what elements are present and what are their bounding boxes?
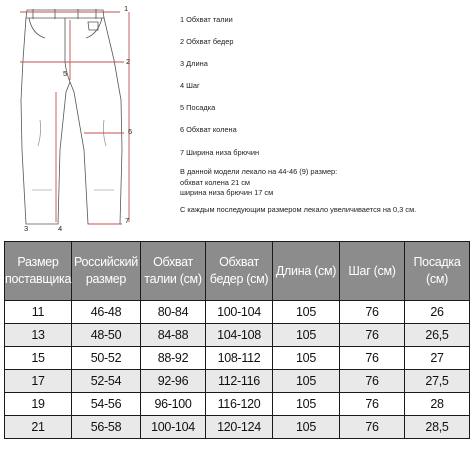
table-cell: 27,5 [405,370,470,393]
legend-item-hip: 2 Обхват бедер [180,37,234,47]
legend-item-length: 3 Длина [180,59,208,69]
marker-waist-label: 1 [124,4,129,13]
table-row [5,301,470,324]
table-cell: 26 [405,301,470,324]
table-cell: 105 [273,324,340,347]
header-hip [206,242,273,301]
header-length [273,242,340,301]
marker-length-label: 3 [24,224,29,233]
header-text: Размер [17,255,59,269]
header-text: поставщика [5,272,72,286]
table-cell: 46-48 [72,301,141,324]
model-notes [180,167,472,215]
table-cell: 26,5 [405,324,470,347]
table-cell: 112-116 [206,370,273,393]
legend-item-inseam: 4 Шаг [180,81,200,91]
jeans-diagram [0,0,160,238]
header-waist [141,242,206,301]
table-cell: 96-100 [141,393,206,416]
table-cell: 76 [340,324,405,347]
table-cell: 120-124 [206,416,273,439]
table-cell: 105 [273,370,340,393]
table-cell: 28,5 [405,416,470,439]
header-text: Обхват [153,255,193,269]
table-row [5,324,470,347]
header-supplier-size [5,242,72,301]
note-size-increment: С каждым последующим размером лекало увеличивается на 0,3 см. [180,204,417,214]
table-cell: 76 [340,416,405,439]
table-cell: 116-120 [206,393,273,416]
table-cell: 76 [340,370,405,393]
table-cell: 27 [405,347,470,370]
header-text: Шаг (см) [348,263,396,278]
marker-inseam-label: 4 [58,224,63,233]
header-text: талии (см) [144,272,202,286]
table-row [5,347,470,370]
table-cell: 105 [273,393,340,416]
jeans-outline [21,9,122,224]
note-knee: обхват колена 21 см [180,177,251,187]
table-cell: 50-52 [72,347,141,370]
table-row [5,393,470,416]
table-cell: 100-104 [141,416,206,439]
table-cell: 13 [5,324,72,347]
table-cell: 92-96 [141,370,206,393]
legend-item-waist: 1 Обхват талии [180,15,233,24]
table-cell: 28 [405,393,470,416]
header-text: Российский [74,255,138,269]
legend-item-rise: 5 Посадка [180,103,216,113]
marker-hip-label: 2 [126,57,131,66]
marker-knee-label: 6 [128,127,133,136]
marker-rise-label: 5 [63,69,68,78]
table-cell: 105 [273,416,340,439]
header-text: Обхват [219,255,259,269]
note-leg-opening: ширина низа брючин 17 см [180,188,274,197]
note-pattern-size: В данной модели лекало на 44-46 (9) размер: [180,167,338,176]
table-cell: 48-50 [72,324,141,347]
table-cell: 88-92 [141,347,206,370]
header-text: размер [85,272,127,286]
measurement-legend [180,14,470,169]
table-cell: 104-108 [206,324,273,347]
table-cell: 11 [5,301,72,324]
table-cell: 108-112 [206,347,273,370]
table-cell: 52-54 [72,370,141,393]
table-cell: 54-56 [72,393,141,416]
header-russian-size [72,242,141,301]
header-inseam [340,242,405,301]
table-cell: 105 [273,301,340,324]
legend-item-knee: 6 Обхват колена [180,125,237,135]
table-cell: 84-88 [141,324,206,347]
table-cell: 17 [5,370,72,393]
table-cell: 76 [340,347,405,370]
table-cell: 105 [273,347,340,370]
table-cell: 76 [340,393,405,416]
size-chart-table [4,241,470,439]
table-cell: 100-104 [206,301,273,324]
table-row [5,416,470,439]
header-text: Длина (см) [275,263,337,278]
header-text: Посадка [413,255,461,269]
table-cell: 76 [340,301,405,324]
header-text: (см) [426,272,448,286]
table-cell: 80-84 [141,301,206,324]
table-row [5,370,470,393]
table-cell: 19 [5,393,72,416]
measure-lines [20,12,129,224]
header-text: бедер (см) [209,272,269,286]
legend-item-leg-opening: 7 Ширина низа брючин [180,147,260,157]
table-header-row [5,242,470,301]
header-rise [405,242,470,301]
table-cell: 56-58 [72,416,141,439]
table-cell: 15 [5,347,72,370]
table-cell: 21 [5,416,72,439]
marker-leg-opening-label: 7 [125,216,130,225]
